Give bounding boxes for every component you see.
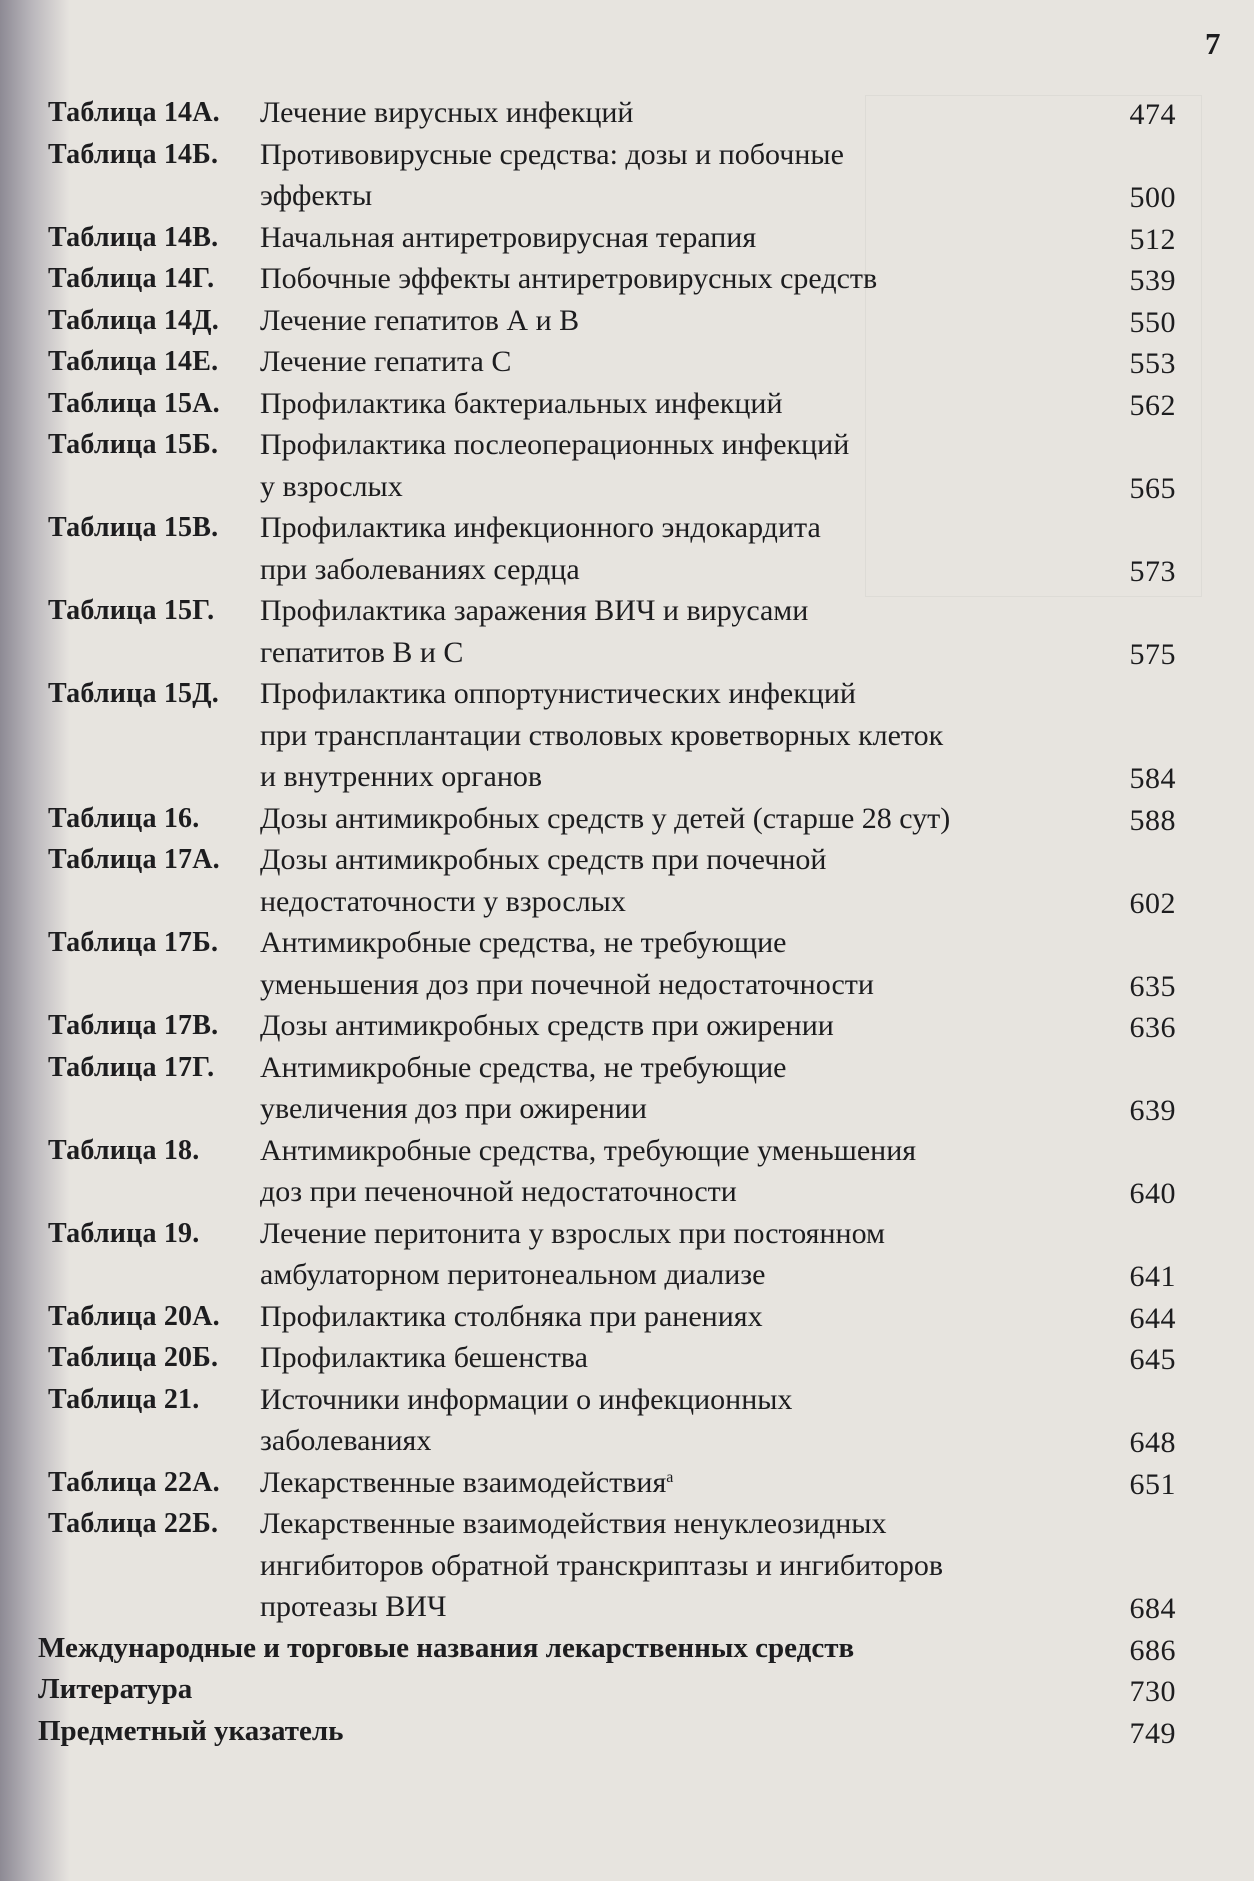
toc-entry-title-text: Антимикробные средства, требующие уменьшения: [260, 1133, 917, 1167]
toc-entry-title-text: Лечение гепатита С: [260, 345, 512, 378]
toc-entry-title-text: Профилактика оппортунистических инфекций: [260, 677, 856, 710]
toc-entry-label: Таблица 22А.: [48, 1466, 220, 1498]
toc-entry: [0, 1337, 1254, 1379]
toc-entry-label: Таблица 15Г.: [48, 595, 215, 626]
toc-entry: [0, 1047, 1254, 1130]
toc-entry: [0, 839, 1254, 922]
toc-entry-page: 539: [1129, 264, 1176, 297]
toc-entry: [0, 258, 1254, 300]
toc-entry-page: 684: [1129, 1592, 1176, 1625]
toc-entry-title-line: [260, 922, 1130, 964]
toc-entry-page: 686: [1129, 1633, 1176, 1667]
toc-entry-label: Таблица 15Д.: [48, 678, 219, 709]
toc-entry-title-line: [260, 1088, 1130, 1130]
toc-entry-title-text: доз при печеночной недостаточности: [260, 1175, 737, 1208]
toc-back-matter-title: Литература: [38, 1673, 193, 1705]
toc-entry-label: Таблица 21.: [48, 1383, 200, 1415]
toc-entry-title-line: [260, 798, 1130, 840]
toc-entry-title-text: Лекарственные взаимодействия ненуклеозидных: [260, 1507, 887, 1540]
toc-entry-title-line: [260, 1213, 1130, 1255]
toc-entry-title-line: [260, 300, 1130, 342]
toc-entry-title-text: Лекарственные взаимодействия: [260, 1465, 667, 1499]
toc-entry-label: Таблица 17А.: [48, 844, 220, 875]
toc-entry-page: 639: [1129, 1094, 1176, 1127]
toc-entry-label: Таблица 14Е.: [48, 346, 219, 377]
toc-entry-label: Таблица 14Б.: [48, 138, 219, 170]
toc-back-matter-entry: [0, 1628, 1254, 1670]
toc-entry-label: Таблица 22Б.: [48, 1508, 219, 1539]
toc-entry-title-line: [260, 590, 1130, 632]
toc-back-matter-entry: [0, 1711, 1254, 1753]
toc-entry: [0, 1296, 1254, 1338]
toc-entry-page: 565: [1129, 471, 1176, 505]
toc-entry-title-text: Лечение вирусных инфекций: [260, 96, 634, 129]
toc-entry-label: Таблица 18.: [48, 1134, 200, 1166]
toc-entry-page: 584: [1129, 762, 1176, 795]
toc-entry-title-line: [260, 1420, 1130, 1462]
toc-entry-title-text: Дозы антимикробных средств у детей (старше 28 сут): [260, 801, 951, 835]
footnote-marker: а: [666, 1468, 674, 1486]
toc-entry: [0, 217, 1254, 259]
toc-entry: [0, 1503, 1254, 1628]
toc-entry-title-text: при заболеваниях сердца: [260, 552, 580, 586]
toc-entry-page: 635: [1129, 969, 1176, 1003]
toc-entry-label: Таблица 20Б.: [48, 1342, 219, 1373]
toc-entry-title-text: Антимикробные средства, не требующие: [260, 926, 787, 959]
toc-entry: [0, 590, 1254, 673]
toc-entry-title-text: Профилактика бешенства: [260, 1341, 588, 1374]
toc-entry-page: 500: [1129, 181, 1176, 214]
toc-entry-label: Таблица 16.: [48, 802, 200, 834]
toc-entry-title-text: протеазы ВИЧ: [260, 1590, 447, 1623]
toc-entry-title-line: [260, 1005, 1130, 1047]
toc-entry-label: Таблица 17В.: [48, 1010, 219, 1041]
toc-entry: [0, 341, 1254, 383]
toc-entry-label: Таблица 15Б.: [48, 429, 219, 460]
toc-entry-page: 648: [1129, 1426, 1176, 1459]
toc-entry-title-line: [260, 92, 1130, 134]
toc-entry-page: 602: [1129, 886, 1176, 920]
toc-entry-page: 550: [1129, 305, 1176, 339]
toc-entry: [0, 922, 1254, 1005]
toc-entry-title-text: Профилактика инфекционного эндокардита: [260, 511, 821, 544]
toc-entry-title-text: Лечение перитонита у взрослых при постоянном: [260, 1216, 885, 1250]
toc-entry-label: Таблица 14А.: [48, 97, 220, 128]
toc-entry-label: Таблица 14Д.: [48, 304, 219, 336]
toc-entry-title-line: [260, 1171, 1130, 1213]
toc-entry-title-line: [260, 839, 1130, 881]
toc-entry-title-line: [260, 1462, 1130, 1504]
toc-entry-title-line: [260, 964, 1130, 1006]
toc-entry-title-text: и внутренних органов: [260, 760, 543, 793]
toc-entry-title-line: [260, 881, 1130, 923]
toc-entry-title-line: [260, 1545, 1130, 1587]
toc-entry-title-text: ингибиторов обратной транскриптазы и ингибиторов: [260, 1548, 944, 1582]
toc-entry-label: Таблица 14В.: [48, 221, 219, 253]
toc-entry: [0, 1213, 1254, 1296]
toc-entry-title-text: недостаточности у взрослых: [260, 884, 626, 918]
toc-back-matter-title: Предметный указатель: [38, 1714, 344, 1747]
toc-entry: [0, 507, 1254, 590]
toc-entry-title-line: [260, 549, 1130, 591]
toc-entry-page: 749: [1129, 1716, 1176, 1750]
toc-entry-title-text: Профилактика заражения ВИЧ и вирусами: [260, 594, 809, 627]
toc-entry-page: 644: [1129, 1301, 1176, 1335]
toc-entry-page: 474: [1129, 98, 1176, 131]
toc-entry-title-line: [260, 756, 1130, 798]
toc-entry-label: Таблица 17Г.: [48, 1051, 215, 1083]
toc-entry-title-line: [260, 1337, 1130, 1379]
toc-entry-label: Таблица 14Г.: [48, 263, 215, 294]
toc-entry-label: Таблица 15А.: [48, 387, 220, 419]
toc-entry-title-text: уменьшения доз при почечной недостаточности: [260, 967, 874, 1001]
toc-entry-title-text: увеличения доз при ожирении: [260, 1092, 647, 1125]
toc-entry: [0, 92, 1254, 134]
toc-entry-title-line: [260, 341, 1130, 383]
toc-entry-page: 651: [1129, 1467, 1176, 1501]
toc-entry-page: 553: [1129, 347, 1176, 380]
toc-entry-title-line: [260, 632, 1130, 674]
toc-entry-title-line: [260, 1130, 1130, 1172]
toc-entry-page: 512: [1129, 222, 1176, 256]
toc-entry-label: Таблица 20А.: [48, 1300, 220, 1332]
page-number: 7: [1205, 26, 1221, 61]
toc-entry-title-text: Лечение гепатитов А и В: [260, 303, 580, 337]
toc-entry-title-line: [260, 134, 1130, 176]
toc-entry-title-text: при трансплантации стволовых кроветворных клеток: [260, 718, 944, 752]
toc-entry-title-text: Начальная антиретровирусная терапия: [260, 220, 757, 254]
toc-entry: [0, 1130, 1254, 1213]
toc-entry-title-line: [260, 1379, 1130, 1421]
toc-entry-page: 573: [1129, 554, 1176, 588]
toc-entry-page: 641: [1129, 1260, 1176, 1293]
toc-entry: [0, 300, 1254, 342]
toc-entry-title-line: [260, 715, 1130, 757]
toc-entry-title-text: Профилактика бактериальных инфекций: [260, 386, 783, 420]
toc-entry-title-line: [260, 507, 1130, 549]
toc-entry-title-line: [260, 258, 1130, 300]
toc-entry-title-text: Дозы антимикробных средств при ожирении: [260, 1009, 834, 1042]
toc-back-matter-title: Международные и торговые названия лекарственных средств: [38, 1631, 855, 1664]
toc-entry-title-line: [260, 1296, 1130, 1338]
toc-entry: [0, 383, 1254, 425]
toc-entry: [0, 134, 1254, 217]
toc-entry: [0, 798, 1254, 840]
toc-entry-title-text: Противовирусные средства: дозы и побочные: [260, 137, 844, 171]
toc-entry-page: 636: [1129, 1011, 1176, 1044]
toc-entry-label: Таблица 15В.: [48, 512, 219, 543]
toc-entry-title-line: [260, 424, 1130, 466]
toc-entry-title-line: [260, 1047, 1130, 1089]
toc-entry-title-text: амбулаторном перитонеальном диализе: [260, 1258, 766, 1291]
toc-entry-title-text: эффекты: [260, 179, 373, 212]
toc-entry-title-line: [260, 1503, 1130, 1545]
toc-entry-title-text: Профилактика столбняка при ранениях: [260, 1299, 763, 1333]
toc-entry-page: 575: [1129, 637, 1176, 671]
toc-entry: [0, 1005, 1254, 1047]
toc-entry-title-text: Профилактика послеоперационных инфекций: [260, 428, 850, 461]
toc-entry-title-text: гепатитов В и С: [260, 635, 464, 669]
toc-entry: [0, 1379, 1254, 1462]
toc-entry-title-text: Дозы антимикробных средств при почечной: [260, 843, 827, 876]
toc-entry-page: 730: [1129, 1675, 1176, 1708]
toc-entry: [0, 673, 1254, 798]
table-of-contents: [0, 92, 1254, 1752]
toc-entry-page: 562: [1129, 388, 1176, 422]
toc-entry-title-line: [260, 466, 1130, 508]
toc-entry-label: Таблица 17Б.: [48, 927, 219, 958]
toc-entry: [0, 424, 1254, 507]
toc-entry-title-text: Источники информации о инфекционных: [260, 1382, 793, 1416]
toc-entry-title-line: [260, 217, 1130, 259]
toc-entry-title-text: Побочные эффекты антиретровирусных средств: [260, 262, 878, 295]
toc-entry-page: 640: [1129, 1177, 1176, 1210]
toc-entry-title-text: у взрослых: [260, 469, 403, 503]
toc-entry-title-line: [260, 175, 1130, 217]
toc-entry-title-line: [260, 673, 1130, 715]
toc-entry: [0, 1462, 1254, 1504]
toc-entry-page: 645: [1129, 1343, 1176, 1376]
toc-entry-title-line: [260, 1586, 1130, 1628]
toc-entry-title-line: [260, 1254, 1130, 1296]
toc-entry-title-text: Антимикробные средства, не требующие: [260, 1050, 787, 1084]
toc-back-matter-entry: [0, 1669, 1254, 1711]
toc-entry-title-text: заболеваниях: [260, 1424, 432, 1457]
toc-entry-page: 588: [1129, 803, 1176, 837]
toc-entry-title-line: [260, 383, 1130, 425]
toc-entry-label: Таблица 19.: [48, 1217, 200, 1249]
